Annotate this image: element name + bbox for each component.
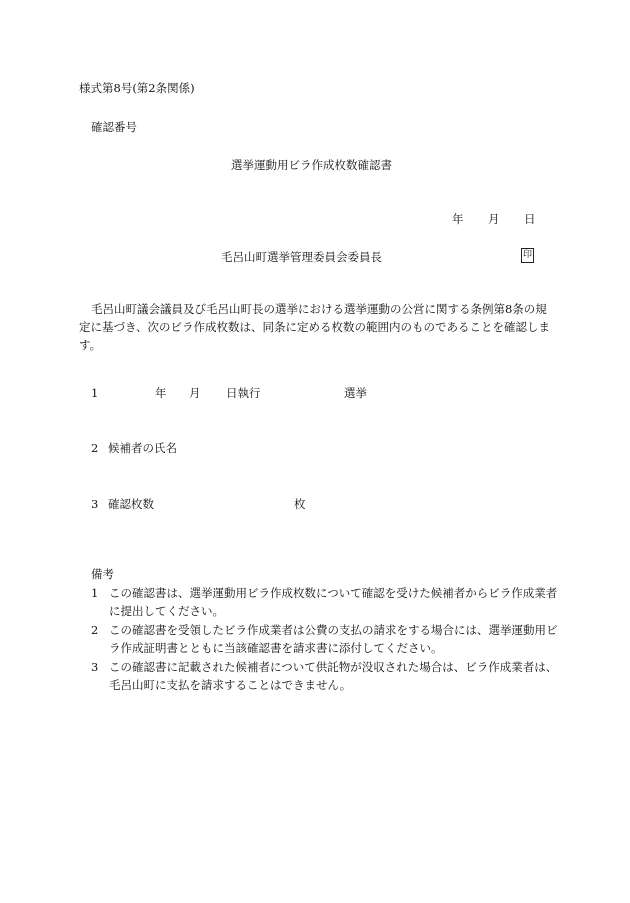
item-election-label: 選挙 [344,386,367,400]
item-number: 1 [91,386,99,400]
note-number: 1 [91,586,99,600]
note-item [91,584,561,620]
item-unit: 枚 [294,497,306,511]
date-line [452,211,536,227]
item-confirmed-count [91,496,306,512]
form-number: 様式第8号(第2条関係) [79,81,195,95]
note-number: 3 [91,660,99,674]
document-title: 選挙運動用ビラ作成枚数確認書 [231,158,392,172]
date-year-label: 年 [452,212,464,226]
item-year-label: 年 [155,386,167,400]
item-election-date [91,385,367,401]
date-month-label: 月 [488,212,500,226]
body-paragraph [79,300,554,354]
item-day-exec-label: 日執行 [226,386,261,400]
note-item [91,621,561,657]
body-paragraph-text: 毛呂山町議会議員及び毛呂山町長の選挙における選挙運動の公営に関する条例第8条の規定に基づき、次のビラ作成枚数は、同条に定める枚数の範囲内のものであることを確認します。 [79,302,551,352]
note-text: この確認書に記載された候補者について供託物が没収された場合は、ビラ作成業者は、毛呂山町に支払を請求することはできません。 [109,660,558,692]
confirm-number-label: 確認番号 [91,120,137,134]
note-text: この確認書を受領したビラ作成業者は公費の支払の請求をする場合には、選挙運動用ビラ作成証明書とともに当該確認書を請求書に添付してください。 [109,623,558,655]
date-day-label: 日 [524,212,536,226]
issuer-name: 毛呂山町選挙管理委員会委員長 [221,250,382,264]
item-month-label: 月 [189,386,201,400]
note-number: 2 [91,623,99,637]
item-label: 候補者の氏名 [108,441,177,455]
item-number: 2 [91,441,99,455]
note-item [91,658,561,694]
item-number: 3 [91,497,99,511]
notes-heading: 備考 [91,567,114,581]
item-label: 確認枚数 [108,497,154,511]
item-candidate-name [91,440,177,456]
note-text: この確認書は、選挙運動用ビラ作成枚数について確認を受けた候補者からビラ作成業者に提出してください。 [109,586,558,618]
seal-mark: 印 [521,248,534,263]
